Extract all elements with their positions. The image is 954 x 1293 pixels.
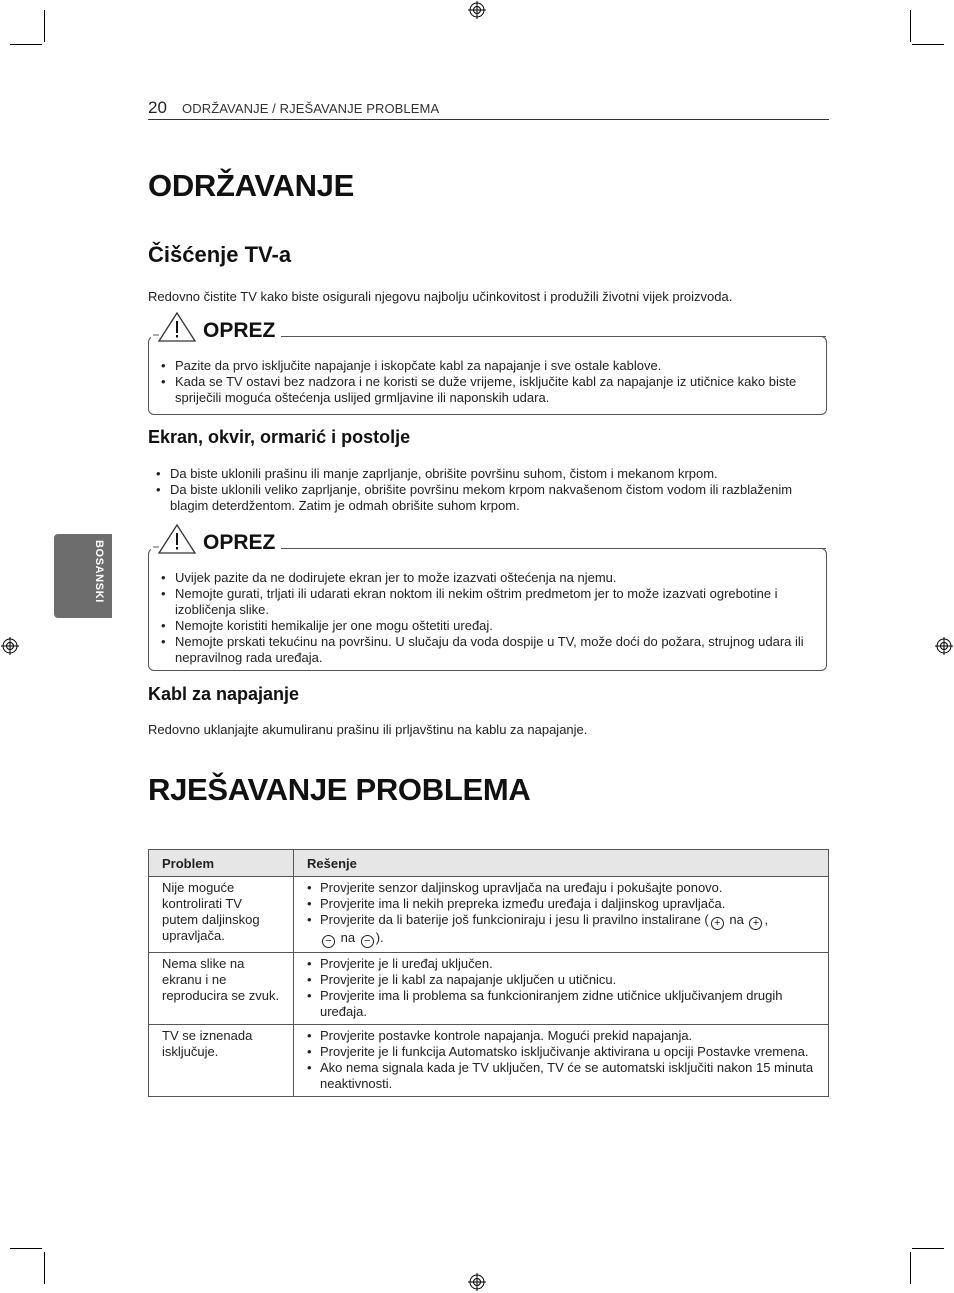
problem-cell: TV se iznenada isključuje.	[149, 1025, 294, 1097]
page-header	[148, 98, 829, 120]
troubleshooting-title: RJEŠAVANJE PROBLEMA	[148, 772, 531, 807]
table-row	[149, 1025, 829, 1097]
cleaning-intro: Redovno čistite TV kako biste osigurali njegovu najbolju učinkovitost i produžili životni vijek proizvoda.	[148, 289, 733, 304]
list-item: • Provjerite da li baterije još funkcioniraju i jesu li pravilno instalirane ( + na + , − na − ).	[307, 912, 815, 948]
list-item: • Provjerite postavke kontrole napajanja. Mogući prekid napajanja.	[307, 1028, 815, 1044]
list-item: • Da biste uklonili prašinu ili manje zaprljanje, obrišite površinu suhom, čistom i mekanom krpom.	[156, 466, 816, 482]
caution-rule	[303, 336, 826, 337]
minus-symbol-icon: −	[361, 935, 374, 948]
screen-list	[156, 466, 816, 514]
registration-mark-icon	[1, 637, 19, 655]
solution-cell	[294, 1025, 829, 1097]
list-item: • Provjerite je li uređaj uključen.	[307, 956, 815, 972]
caution-rule	[303, 548, 826, 549]
caution-label: OPREZ	[203, 531, 276, 554]
column-header-problem: Problem	[149, 850, 294, 877]
list-item: • Provjerite ima li nekih prepreka između uređaja i daljinskog upravljača.	[307, 896, 815, 912]
language-tab-label: BOSANSKI	[93, 540, 105, 603]
solution-cell	[294, 877, 829, 953]
power-cord-text: Redovno uklanjajte akumuliranu prašinu ili prljavštinu na kablu za napajanje.	[148, 722, 588, 737]
caution-list	[161, 358, 816, 406]
list-item: • Da biste uklonili veliko zaprljanje, obrišite površinu mekom krpom nakvašenom čistom vodom ili razblaženim blagim deterdžentom. Zatim je odmah obrišite suhom krpom.	[156, 482, 816, 514]
caution-box	[148, 531, 827, 671]
list-item: • Pazite da prvo isključite napajanje i iskopčate kabl za napajanje i sve ostale kablove.	[161, 358, 816, 374]
caution-heading	[151, 313, 281, 343]
problem-cell: Nema slike na ekranu i ne reproducira se zvuk.	[149, 953, 294, 1025]
list-item: • Kada se TV ostavi bez nadzora i ne koristi se duže vrijeme, isključite kabl za napajanje iz utičnice kako biste spriječili moguća oštećenja uslijed grmljavine ili naponskih udara.	[161, 374, 816, 406]
plus-symbol-icon: +	[711, 917, 724, 930]
solution-cell	[294, 953, 829, 1025]
column-header-solution: Rešenje	[294, 850, 829, 877]
language-tab	[54, 534, 112, 618]
warning-triangle-icon	[151, 523, 199, 555]
problem-cell: Nije moguće kontrolirati TV putem daljinskog upravljača.	[149, 877, 294, 953]
troubleshooting-table	[148, 849, 829, 1097]
list-item: • Provjerite je li kabl za napajanje uključen u utičnicu.	[307, 972, 815, 988]
table-header-row	[149, 850, 829, 877]
warning-triangle-icon	[151, 311, 199, 343]
list-item: • Uvijek pazite da ne dodirujete ekran jer to može izazvati oštećenja na njemu.	[161, 570, 816, 586]
registration-mark-icon	[468, 1, 486, 19]
list-item: • Nemojte gurati, trljati ili udarati ekran noktom ili nekim oštrim predmetom jer to može izazvati ogrebotine i izobličenja slike.	[161, 586, 816, 618]
caution-label: OPREZ	[203, 319, 276, 342]
list-item: • Provjerite senzor daljinskog upravljača na uređaju i pokušajte ponovo.	[307, 880, 815, 896]
list-item: • Provjerite je li funkcija Automatsko isključivanje aktivirana u opciji Postavke vremena.	[307, 1044, 815, 1060]
table-row	[149, 877, 829, 953]
running-title: ODRŽAVANJE / RJEŠAVANJE PROBLEMA	[182, 101, 440, 116]
registration-mark-icon	[468, 1273, 486, 1291]
maintenance-title: ODRŽAVANJE	[148, 168, 354, 203]
screen-title: Ekran, okvir, ormarić i postolje	[148, 427, 411, 447]
cleaning-title: Čišćenje TV-a	[148, 242, 292, 267]
power-cord-title: Kabl za napajanje	[148, 684, 300, 704]
minus-symbol-icon: −	[322, 935, 335, 948]
registration-mark-icon	[935, 637, 953, 655]
page-number: 20	[148, 98, 167, 117]
plus-symbol-icon: +	[749, 917, 762, 930]
table-row	[149, 953, 829, 1025]
list-item: • Ako nema signala kada je TV uključen, TV će se automatski isključiti nakon 15 minuta neaktivnosti.	[307, 1060, 815, 1092]
caution-list	[161, 570, 816, 666]
caution-box	[148, 319, 827, 415]
list-item: • Nemojte koristiti hemikalije jer one mogu oštetiti uređaj.	[161, 618, 816, 634]
list-item: • Provjerite ima li problema sa funkcioniranjem zidne utičnice uključivanjem drugih uređaja.	[307, 988, 815, 1020]
list-item: • Nemojte prskati tekućinu na površinu. U slučaju da voda dospije u TV, može doći do požara, strujnog udara ili nepravilnog rada uređaja.	[161, 634, 816, 666]
caution-heading	[151, 525, 281, 555]
